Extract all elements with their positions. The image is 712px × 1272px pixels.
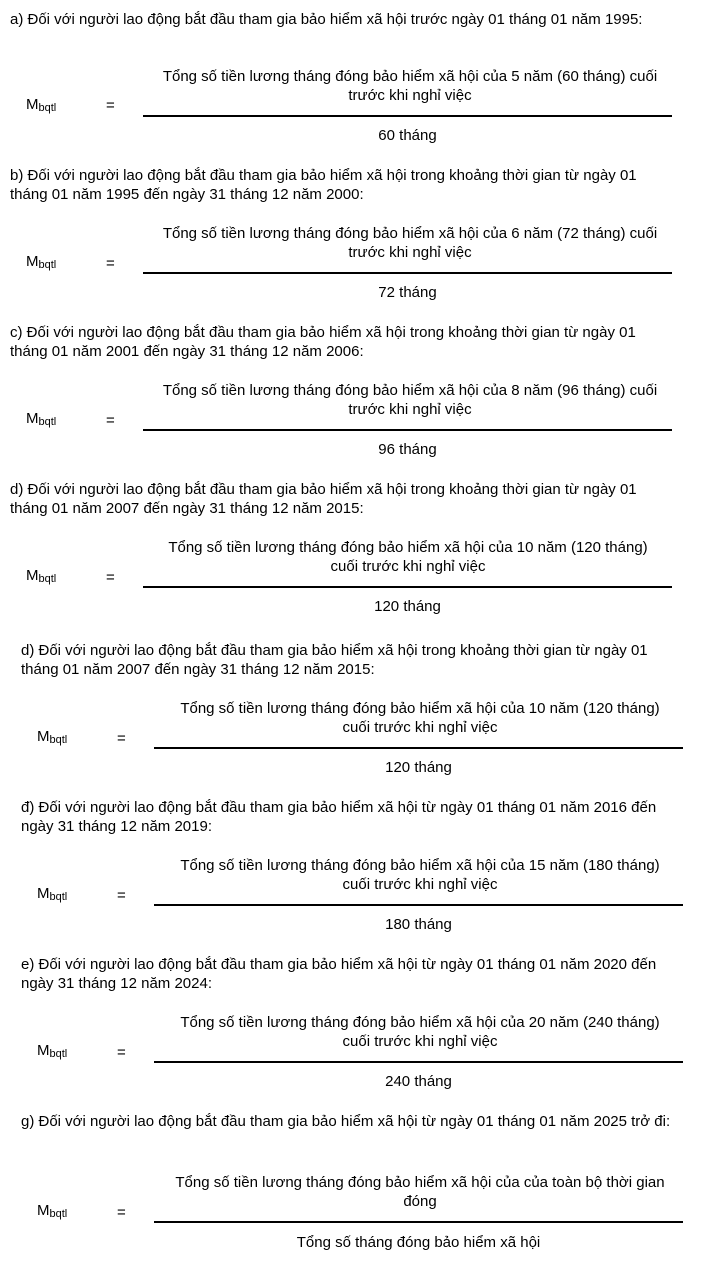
section-heading: e) Đối với người lao động bắt đầu tham gia bảo hiểm xã hội từ ngày 01 tháng 01 năm 2020 đến ngày 31 tháng 12 năm 2024: (21, 956, 657, 992)
formula-symbol: $M_{bqtl}$ (26, 96, 57, 114)
section-heading: d) Đối với người lao động bắt đầu tham gia bảo hiểm xã hội trong khoảng thời gian từ ngày 01 tháng 01 năm 2007 đến ngày 31 tháng 12 năm 2015: (10, 481, 637, 517)
equals-sign: = (106, 569, 115, 586)
fraction-numerator: Tổng số tiền lương tháng đóng bảo hiểm xã hội của của toàn bộ thời gian đóng (175, 1174, 665, 1210)
fraction-denominator: 96 tháng (378, 441, 437, 458)
equals-sign: = (106, 97, 115, 114)
fraction-line (154, 1221, 683, 1223)
fraction-numerator: Tổng số tiền lương tháng đóng bảo hiểm xã hội của 8 năm (96 tháng) cuối trước khi nghỉ việc (162, 382, 658, 418)
section-heading: b) Đối với người lao động bắt đầu tham gia bảo hiểm xã hội trong khoảng thời gian từ ngày 01 tháng 01 năm 1995 đến ngày 31 tháng 12 năm 2000: (10, 167, 637, 203)
equals-sign: = (117, 887, 126, 904)
fraction-line (154, 1061, 683, 1063)
fraction-denominator: 120 tháng (374, 598, 441, 615)
fraction-numerator: Tổng số tiền lương tháng đóng bảo hiểm xã hội của 20 năm (240 tháng) cuối trước khi nghỉ việc (180, 1014, 660, 1050)
equals-sign: = (117, 1044, 126, 1061)
fraction-line (143, 272, 672, 274)
fraction-line (143, 586, 672, 588)
fraction-numerator: Tổng số tiền lương tháng đóng bảo hiểm xã hội của 5 năm (60 tháng) cuối trước khi nghỉ việc (162, 68, 658, 104)
fraction-denominator: 180 tháng (385, 916, 452, 933)
section-heading: g) Đối với người lao động bắt đầu tham gia bảo hiểm xã hội từ ngày 01 tháng 01 năm 2025 trở đi: (21, 1113, 671, 1130)
formula-symbol: $M_{bqtl}$ (37, 1202, 68, 1220)
fraction-denominator: 72 tháng (378, 284, 437, 301)
equals-sign: = (117, 1204, 126, 1221)
fraction-denominator: 60 tháng (378, 127, 437, 144)
fraction-numerator: Tổng số tiền lương tháng đóng bảo hiểm xã hội của 15 năm (180 tháng) cuối trước khi nghỉ việc (180, 857, 660, 893)
formula-symbol: $M_{bqtl}$ (26, 253, 57, 271)
equals-sign: = (106, 255, 115, 272)
formula-symbol: $M_{bqtl}$ (26, 410, 57, 428)
fraction-line (154, 747, 683, 749)
formula-symbol: $M_{bqtl}$ (37, 728, 68, 746)
section-heading: c) Đối với người lao động bắt đầu tham gia bảo hiểm xã hội trong khoảng thời gian từ ngày 01 tháng 01 năm 2001 đến ngày 31 tháng 12 năm 2006: (10, 324, 636, 360)
section-heading: đ) Đối với người lao động bắt đầu tham gia bảo hiểm xã hội từ ngày 01 tháng 01 năm 2016 đến ngày 31 tháng 12 năm 2019: (21, 799, 657, 835)
formula-symbol: $M_{bqtl}$ (37, 885, 68, 903)
equals-sign: = (117, 730, 126, 747)
section-heading: d) Đối với người lao động bắt đầu tham gia bảo hiểm xã hội trong khoảng thời gian từ ngày 01 tháng 01 năm 2007 đến ngày 31 tháng 12 năm 2015: (21, 642, 648, 678)
equals-sign: = (106, 412, 115, 429)
fraction-line (154, 904, 683, 906)
fraction-numerator: Tổng số tiền lương tháng đóng bảo hiểm xã hội của 10 năm (120 tháng) cuối trước khi nghỉ việc (180, 700, 660, 736)
fraction-denominator: 240 tháng (385, 1073, 452, 1090)
formula-symbol: $M_{bqtl}$ (26, 567, 57, 585)
fraction-numerator: Tổng số tiền lương tháng đóng bảo hiểm xã hội của 10 năm (120 tháng) cuối trước khi nghỉ việc (168, 539, 648, 575)
fraction-line (143, 429, 672, 431)
fraction-line (143, 115, 672, 117)
section-heading: a) Đối với người lao động bắt đầu tham gia bảo hiểm xã hội trước ngày 01 tháng 01 năm 1995: (10, 11, 643, 28)
fraction-numerator: Tổng số tiền lương tháng đóng bảo hiểm xã hội của 6 năm (72 tháng) cuối trước khi nghỉ việc (162, 225, 658, 261)
fraction-denominator: Tổng số tháng đóng bảo hiểm xã hội (296, 1234, 541, 1251)
fraction-denominator: 120 tháng (385, 759, 452, 776)
formula-symbol: $M_{bqtl}$ (37, 1042, 68, 1060)
